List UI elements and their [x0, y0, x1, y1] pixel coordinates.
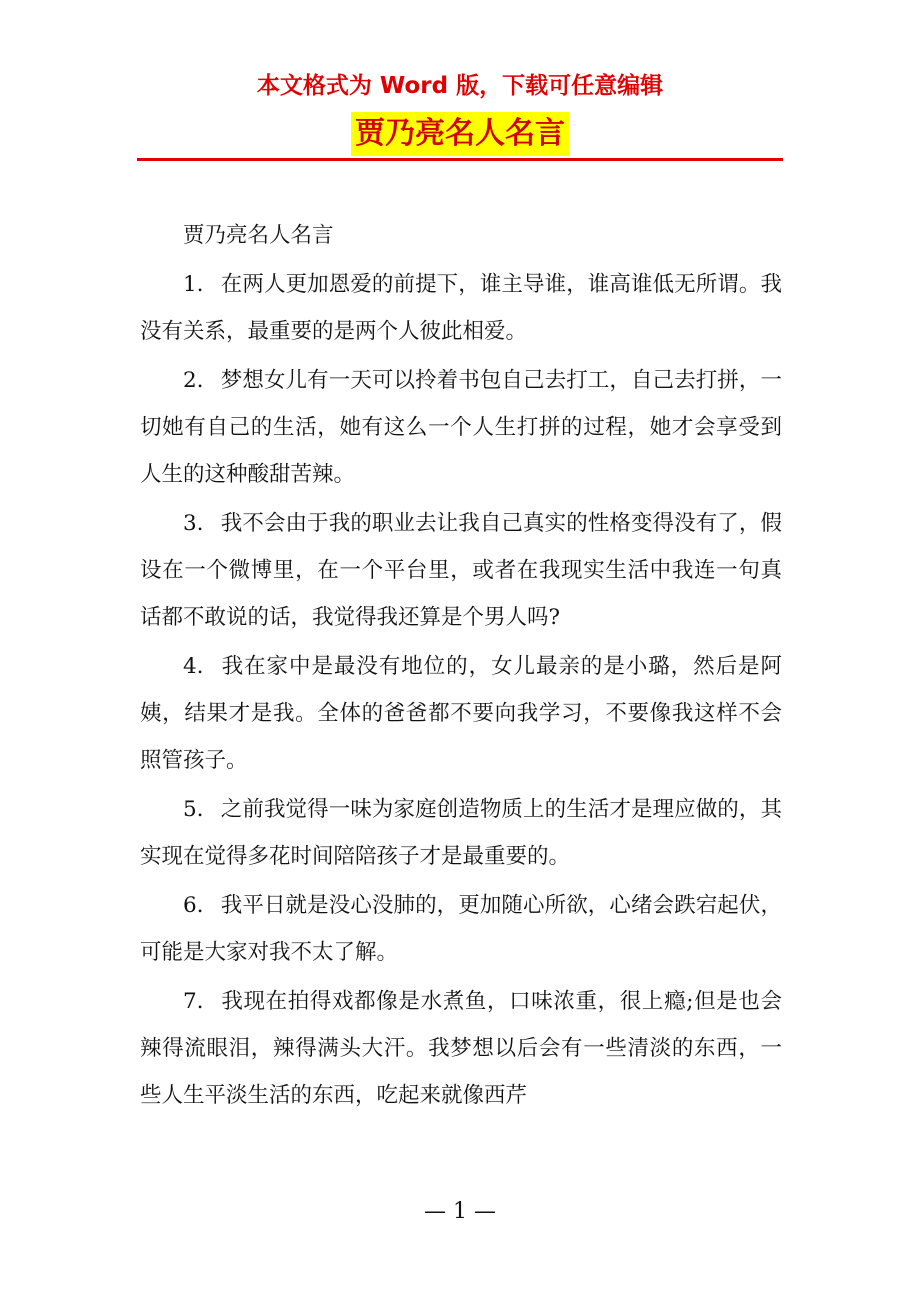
quote-number: 4.	[183, 654, 204, 679]
quote-number: 7.	[183, 989, 204, 1014]
quote-text: 我平日就是没心没肺的，更加随心所欲，心绪会跌宕起伏，可能是大家对我不太了解。	[140, 893, 782, 965]
quote-text: 梦想女儿有一天可以拎着书包自己去打工，自己去打拼，一切她有自己的生活，她有这么一个人生打拼的过程，她才会享受到人生的这种酸甜苦辣。	[140, 368, 782, 487]
quote-item	[140, 500, 782, 641]
quote-text: 在两人更加恩爱的前提下，谁主导谁，谁高谁低无所谓。我没有关系，最重要的是两个人彼此相爱。	[140, 272, 782, 344]
format-notice: 本文格式为 Word 版，下载可任意编辑	[256, 73, 664, 99]
document-body	[140, 212, 782, 1121]
document-title: 贾乃亮名人名言	[351, 112, 569, 156]
quote-item	[140, 786, 782, 880]
quote-text: 我不会由于我的职业去让我自己真实的性格变得没有了，假设在一个微博里，在一个平台里，或者在我现实生活中我连一句真话都不敢说的话，我觉得我还算是个男人吗?	[140, 511, 782, 630]
quote-item	[140, 978, 782, 1119]
quote-item	[140, 882, 782, 976]
quote-item	[140, 643, 782, 784]
quote-item	[140, 357, 782, 498]
quote-number: 5.	[183, 797, 204, 822]
quote-text: 我现在拍得戏都像是水煮鱼，口味浓重，很上瘾;但是也会辣得流眼泪，辣得满头大汗。我梦想以后会有一些清淡的东西，一些人生平淡生活的东西，吃起来就像西芹	[140, 989, 782, 1108]
page-number: — 1 —	[424, 1199, 496, 1224]
quote-number: 1.	[183, 272, 204, 297]
quote-number: 3.	[183, 511, 204, 536]
quote-number: 6.	[183, 893, 204, 918]
quote-text: 之前我觉得一味为家庭创造物质上的生活才是理应做的，其实现在觉得多花时间陪陪孩子才是最重要的。	[140, 797, 782, 869]
title-divider	[137, 158, 783, 161]
quote-item	[140, 261, 782, 355]
quote-text: 我在家中是最没有地位的，女儿最亲的是小璐，然后是阿姨，结果才是我。全体的爸爸都不要向我学习，不要像我这样不会照管孩子。	[140, 654, 782, 773]
title-container	[0, 112, 920, 156]
quote-number: 2.	[183, 368, 204, 393]
body-subtitle: 贾乃亮名人名言	[183, 223, 334, 248]
